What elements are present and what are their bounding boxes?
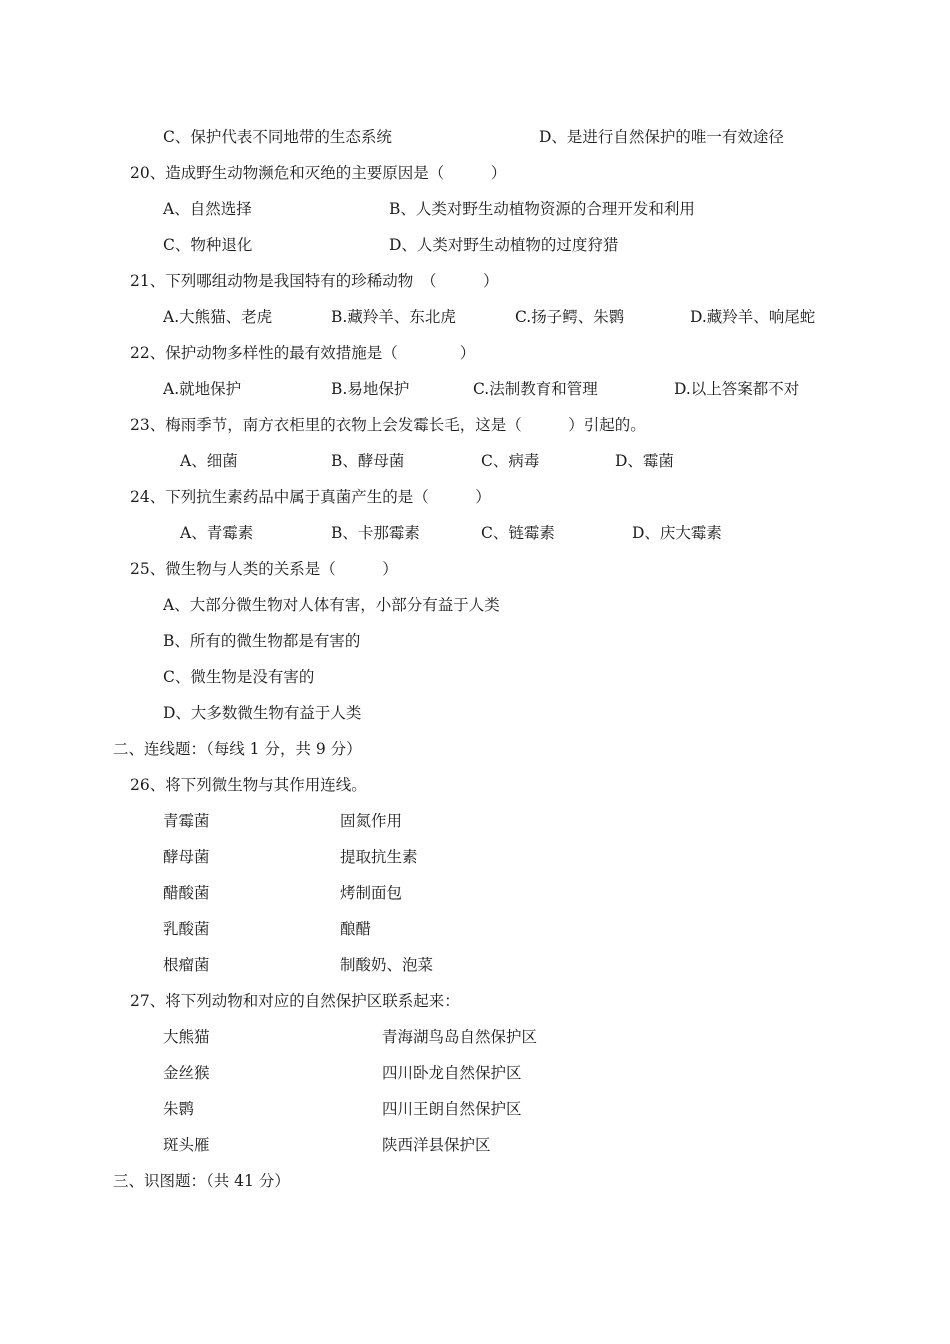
q23-option-a: A、细菌 xyxy=(180,452,238,470)
q22-stem: 22、保护动物多样性的最有效措施是（ ） xyxy=(130,344,476,362)
q25-stem: 25、微生物与人类的关系是（ ） xyxy=(130,560,398,578)
q21-stem: 21、下列哪组动物是我国特有的珍稀动物 （ ） xyxy=(130,272,499,290)
q20-stem: 20、造成野生动物濒危和灭绝的主要原因是（ ） xyxy=(130,164,507,182)
section3-title: 三、识图题：（共 41 分） xyxy=(113,1172,290,1190)
q27-stem: 27、将下列动物和对应的自然保护区联系起来： xyxy=(130,992,460,1010)
q27-right-item: 四川卧龙自然保护区 xyxy=(382,1064,522,1082)
q23-stem: 23、梅雨季节，南方衣柜里的衣物上会发霉长毛，这是（ ）引起的。 xyxy=(130,416,646,434)
q26-left-item: 乳酸菌 xyxy=(163,920,210,938)
q23-option-b: B、酵母菌 xyxy=(331,452,405,470)
q21-option-b: B.藏羚羊、东北虎 xyxy=(331,308,456,326)
q22-option-b: B.易地保护 xyxy=(331,380,410,398)
q26-right-item: 固氮作用 xyxy=(340,812,403,830)
q27-left-item: 朱鹮 xyxy=(163,1100,195,1118)
q21-option-d: D.藏羚羊、响尾蛇 xyxy=(690,308,816,326)
q26-left-item: 醋酸菌 xyxy=(163,884,210,902)
q25-option-a: A、大部分微生物对人体有害，小部分有益于人类 xyxy=(163,596,500,614)
q25-option-d: D、大多数微生物有益于人类 xyxy=(163,704,362,722)
q20-option-c: C、物种退化 xyxy=(163,236,253,254)
q20-option-d: D、人类对野生动植物的过度狩猎 xyxy=(389,236,619,254)
q27-right-item: 青海湖鸟岛自然保护区 xyxy=(382,1028,538,1046)
q27-right-item: 陕西洋县保护区 xyxy=(382,1136,491,1154)
q26-stem: 26、将下列微生物与其作用连线。 xyxy=(130,776,367,794)
q24-option-a: A、青霉素 xyxy=(180,524,254,542)
q24-option-c: C、链霉素 xyxy=(481,524,555,542)
q27-left-item: 金丝猴 xyxy=(163,1064,210,1082)
q21-option-a: A.大熊猫、老虎 xyxy=(163,308,273,326)
q26-right-item: 烤制面包 xyxy=(340,884,403,902)
q20-option-b: B、人类对野生动植物资源的合理开发和利用 xyxy=(389,200,695,218)
q20-option-a: A、自然选择 xyxy=(163,200,252,218)
q21-option-c: C.扬子鳄、朱鹮 xyxy=(515,308,625,326)
q27-left-item: 斑头雁 xyxy=(163,1136,210,1154)
q23-option-d: D、霉菌 xyxy=(615,452,674,470)
q22-option-a: A.就地保护 xyxy=(163,380,242,398)
q19-option-c: C、保护代表不同地带的生态系统 xyxy=(163,128,392,146)
q27-left-item: 大熊猫 xyxy=(163,1028,210,1046)
q19-option-d: D、是进行自然保护的唯一有效途径 xyxy=(539,128,784,146)
q22-option-d: D.以上答案都不对 xyxy=(674,380,800,398)
section2-title: 二、连线题：（每线 1 分，共 9 分） xyxy=(113,740,362,758)
q22-option-c: C.法制教育和管理 xyxy=(473,380,598,398)
q26-right-item: 制酸奶、泡菜 xyxy=(340,956,434,974)
q26-right-item: 提取抗生素 xyxy=(340,848,418,866)
q26-left-item: 根瘤菌 xyxy=(163,956,210,974)
q27-right-item: 四川王朗自然保护区 xyxy=(382,1100,522,1118)
q24-stem: 24、下列抗生素药品中属于真菌产生的是（ ） xyxy=(130,488,491,506)
q26-right-item: 酿醋 xyxy=(340,920,372,938)
q24-option-d: D、庆大霉素 xyxy=(632,524,722,542)
q26-left-item: 青霉菌 xyxy=(163,812,210,830)
q25-option-c: C、微生物是没有害的 xyxy=(163,668,315,686)
q24-option-b: B、卡那霉素 xyxy=(331,524,420,542)
q23-option-c: C、病毒 xyxy=(481,452,540,470)
q26-left-item: 酵母菌 xyxy=(163,848,210,866)
q25-option-b: B、所有的微生物都是有害的 xyxy=(163,632,361,650)
